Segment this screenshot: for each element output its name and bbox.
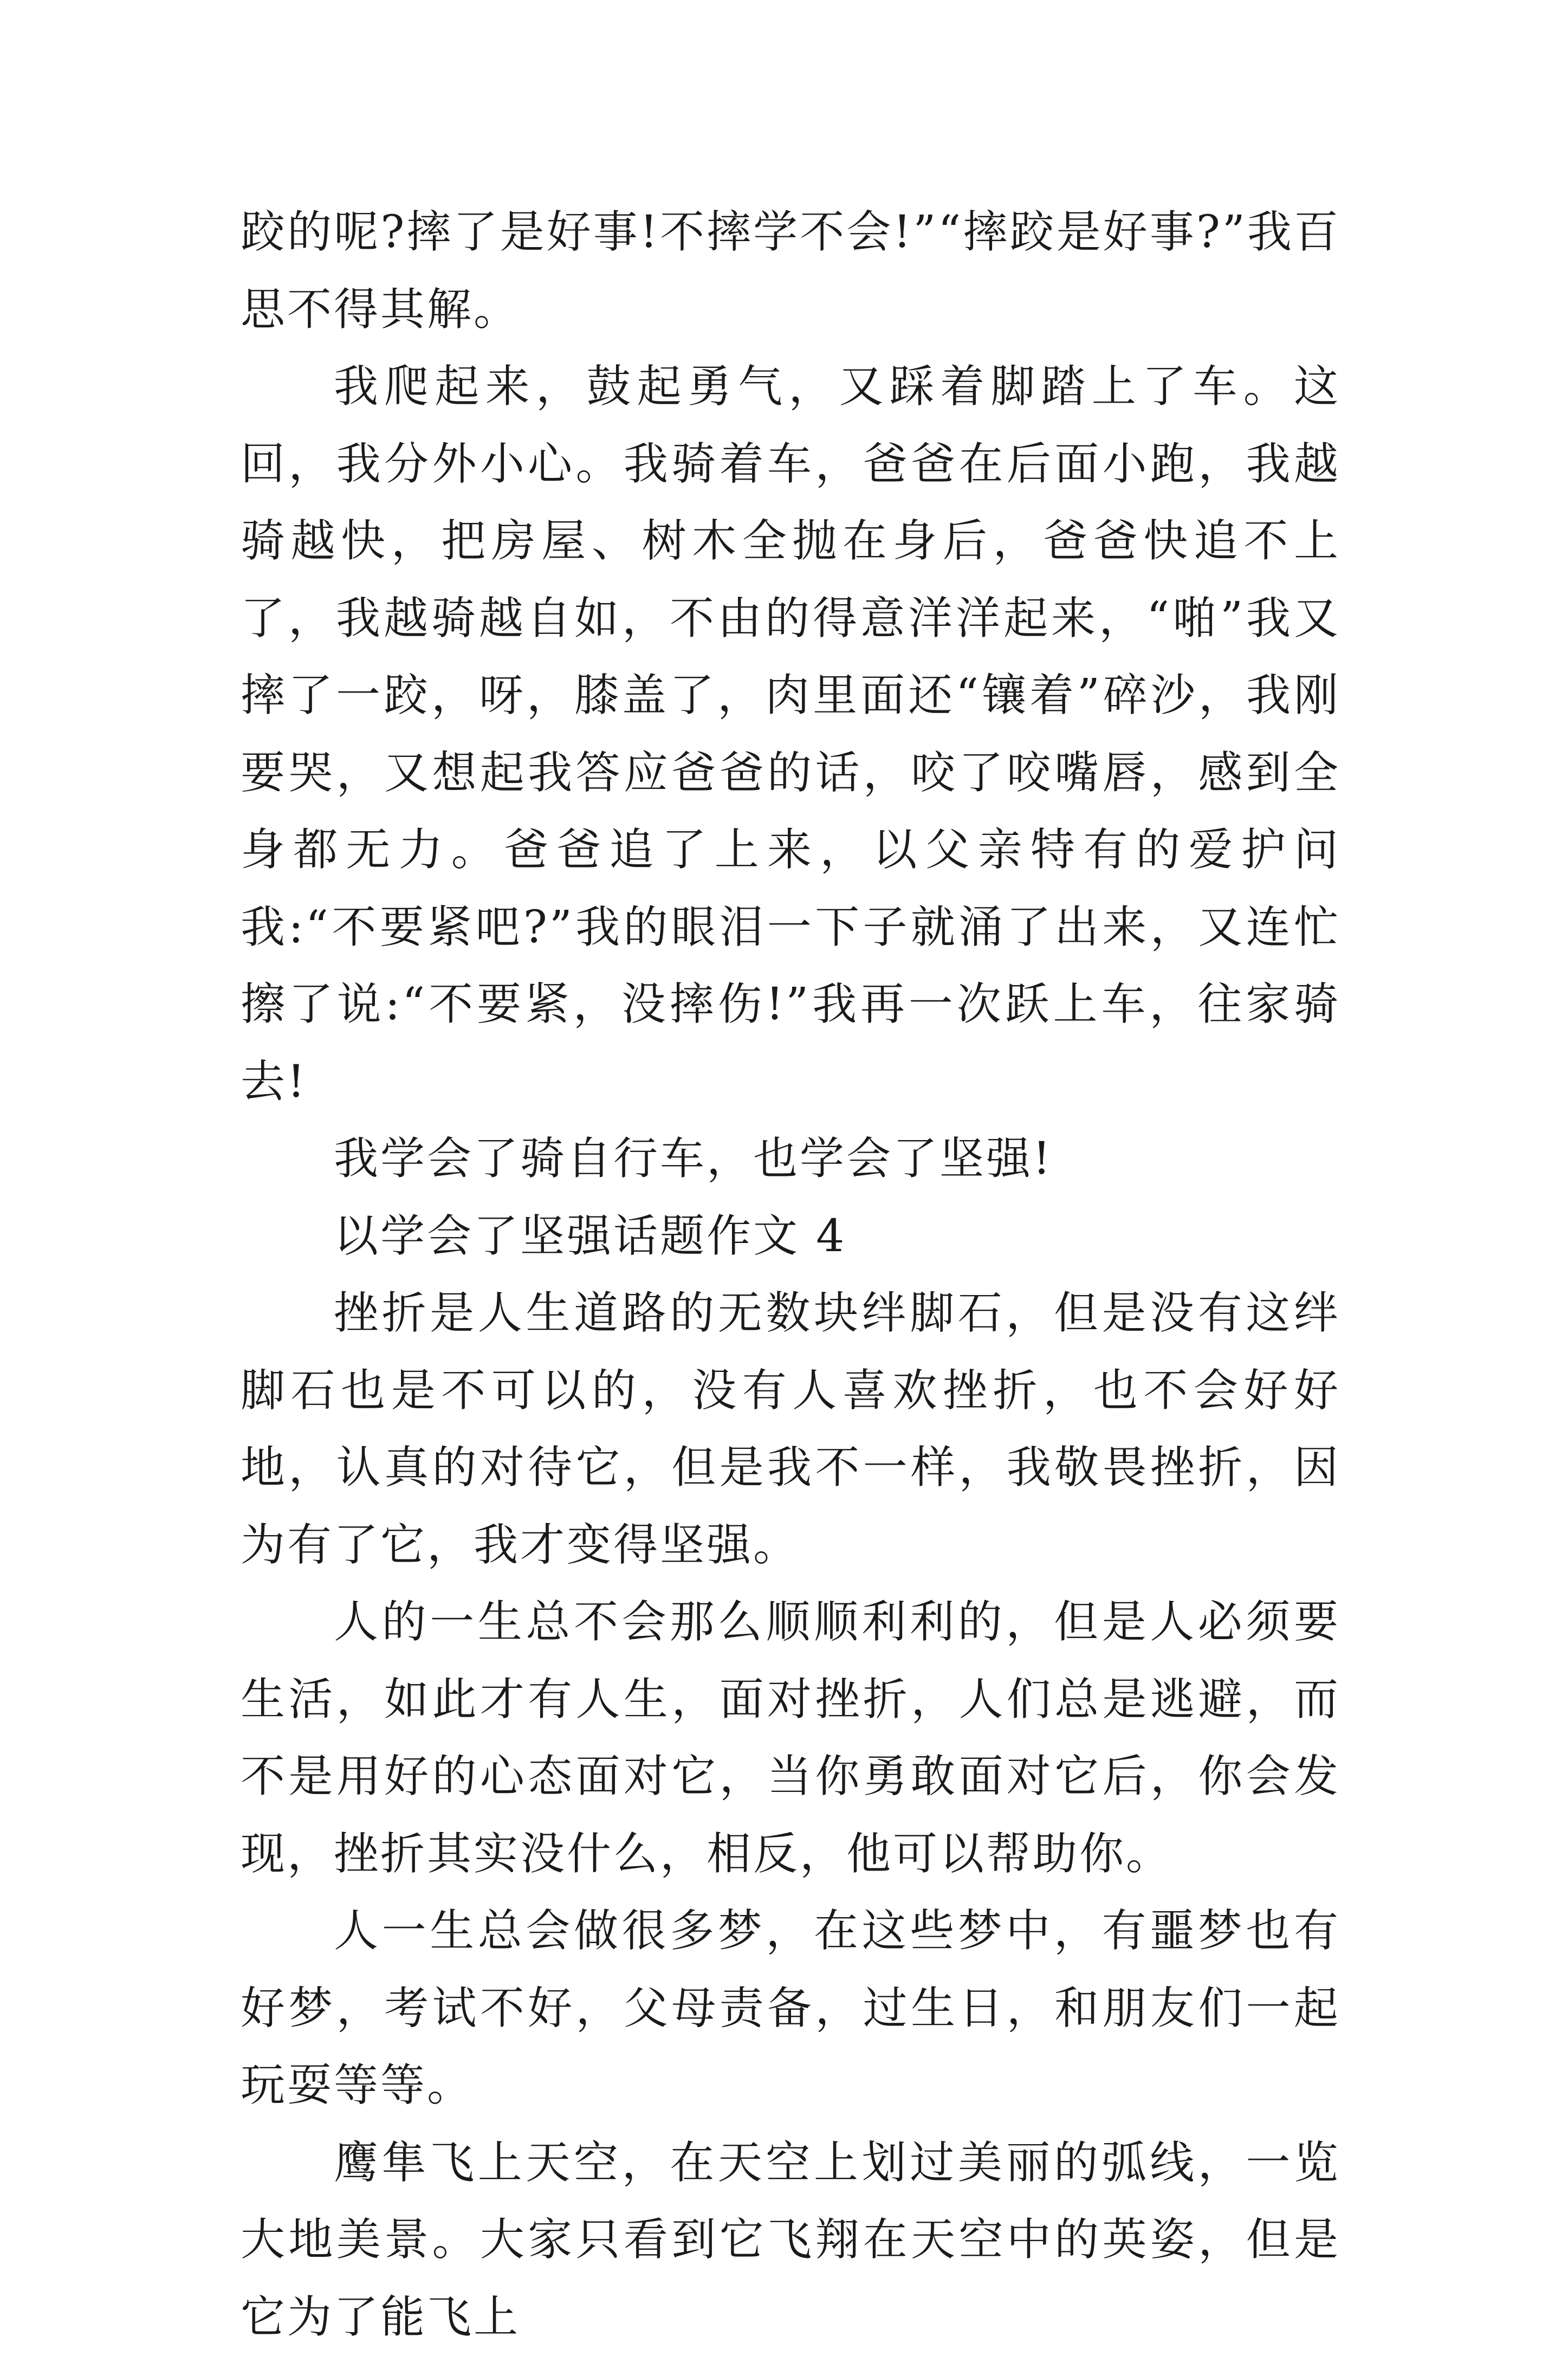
paragraph-continued: 跤的呢?摔了是好事!不摔学不会!”“摔跤是好事?”我百思不得其解。: [241, 194, 1340, 348]
paragraph: 挫折是人生道路的无数块绊脚石，但是没有这绊脚石也是不可以的，没有人喜欢挫折，也不会好好地，认真的对待它，但是我不一样，我敬畏挫折，因为有了它，我才变得坚强。: [241, 1275, 1340, 1584]
paragraph: 人的一生总不会那么顺顺利利的，但是人必须要生活，如此才有人生，面对挫折，人们总是逃避，而不是用好的心态面对它，当你勇敢面对它后，你会发现，挫折其实没什么，相反，他可以帮助你。: [241, 1584, 1340, 1893]
essay-body: [241, 194, 1340, 2356]
paragraph: 我爬起来，鼓起勇气，又踩着脚踏上了车。这回，我分外小心。我骑着车，爸爸在后面小跑，我越骑越快，把房屋、树木全抛在身后，爸爸快追不上了，我越骑越自如，不由的得意洋洋起来，“啪”我又摔了一跤，呀，膝盖了，肉里面还“镶着”碎沙，我刚要哭，又想起我答应爸爸的话，咬了咬嘴唇，感到全身都无力。爸爸追了上来，以父亲特有的爱护问我:“不要紧吧?”我的眼泪一下子就涌了出来，又连忙擦了说:“不要紧，没摔伤!”我再一次跃上车，往家骑去!: [241, 348, 1340, 1121]
paragraph: 人一生总会做很多梦，在这些梦中，有噩梦也有好梦，考试不好，父母责备，过生日，和朋友们一起玩耍等等。: [241, 1893, 1340, 2125]
paragraph: 鹰隼飞上天空，在天空上划过美丽的弧线，一览大地美景。大家只看到它飞翔在天空中的英姿，但是它为了能飞上: [241, 2125, 1340, 2356]
essay-title: 以学会了坚强话题作文 4: [241, 1198, 1340, 1276]
paragraph: 我学会了骑自行车，也学会了坚强!: [241, 1121, 1340, 1198]
